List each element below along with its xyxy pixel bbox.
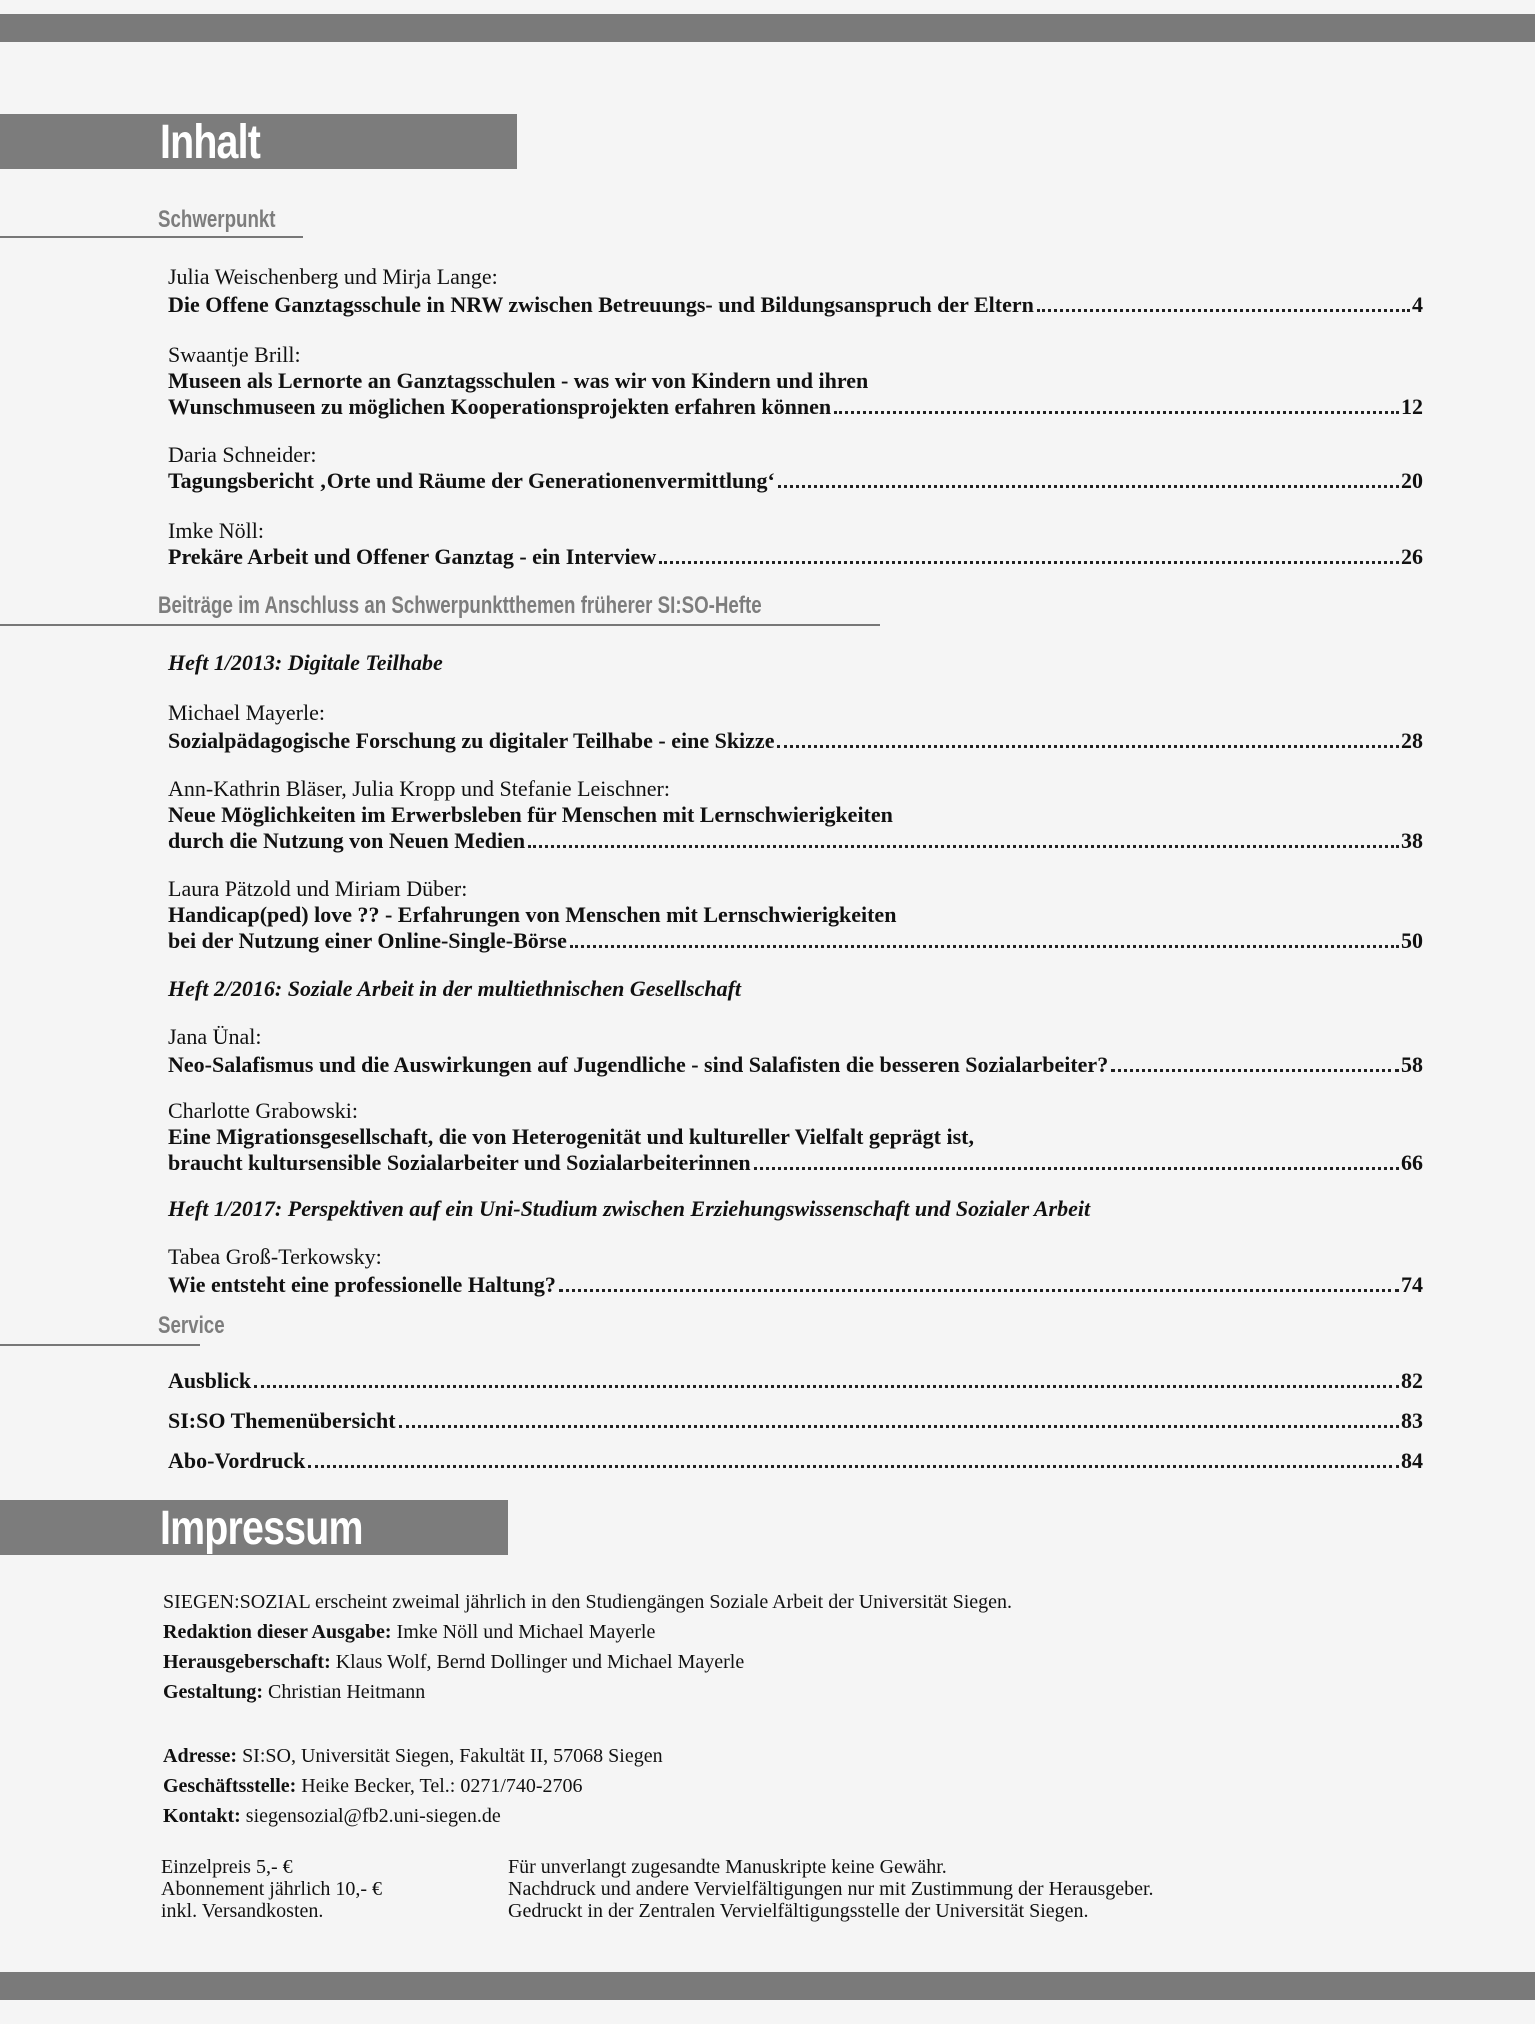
toc-entry[interactable]: [168, 1150, 1423, 1176]
impressum-gestaltung: [163, 1678, 425, 1707]
page-number: 38: [1401, 828, 1423, 853]
leader-dots: [834, 411, 1399, 414]
impressum-kontakt: [163, 1802, 501, 1831]
leader-dots: [254, 1385, 1399, 1388]
value: Klaus Wolf, Bernd Dollinger und Michael Mayerle: [330, 1651, 745, 1673]
entry-author: Michael Mayerle:: [168, 700, 325, 725]
entry-title-line: Museen als Lernorte an Ganztagsschulen - was wir von Kindern und ihren: [168, 368, 869, 393]
toc-entry[interactable]: [168, 544, 1423, 570]
leader-dots: [570, 945, 1399, 948]
toc-entry[interactable]: [168, 828, 1423, 854]
leader-dots: [1037, 309, 1410, 312]
value: Imke Nöll und Michael Mayerle: [391, 1621, 656, 1643]
toc-entry[interactable]: [168, 1368, 1423, 1394]
heft-heading: Heft 1/2017: Perspektiven auf ein Uni-Studium zwischen Erziehungswissenschaft und Sozialer Arbeit: [168, 1196, 1091, 1221]
heft-heading: Heft 1/2013: Digitale Teilhabe: [168, 650, 443, 675]
section-service: Service: [158, 1312, 225, 1339]
impressum-geschaeftsstelle: [163, 1772, 583, 1801]
entry-author: Jana Ünal:: [168, 1024, 262, 1049]
section-rule: [0, 624, 880, 626]
section-rule: [0, 1344, 200, 1346]
value: SI:SO, Universität Siegen, Fakultät II, 57068 Siegen: [237, 1745, 663, 1767]
value: Christian Heitmann: [263, 1681, 426, 1703]
top-bar: [0, 14, 1535, 42]
leader-dots: [1111, 1069, 1399, 1072]
page-number: 12: [1401, 394, 1423, 419]
entry-title: braucht kultursensible Sozialarbeiter und Sozialarbeiterinnen: [168, 1150, 751, 1175]
label: Redaktion dieser Ausgabe:: [163, 1621, 392, 1643]
label: Gestaltung:: [163, 1681, 263, 1703]
entry-author: Swaantje Brill:: [168, 342, 301, 367]
page-number: 58: [1401, 1052, 1423, 1077]
entry-author: Laura Pätzold und Miriam Düber:: [168, 876, 468, 901]
page-number: 50: [1401, 928, 1423, 953]
impressum-redaktion: [163, 1618, 655, 1647]
entry-title: Die Offene Ganztagsschule in NRW zwischen Betreuungs- und Bildungsanspruch der Eltern: [168, 292, 1034, 317]
leader-dots: [659, 561, 1399, 564]
note-druck: Gedruckt in der Zentralen Vervielfältigungsstelle der Universität Siegen.: [508, 1900, 1089, 1922]
page-number: 83: [1401, 1408, 1423, 1433]
section-rule: [0, 236, 303, 238]
entry-title: durch die Nutzung von Neuen Medien: [168, 828, 526, 853]
price-abo: Abonnement jährlich 10,- €: [161, 1878, 383, 1900]
entry-author: Charlotte Grabowski:: [168, 1098, 359, 1123]
toc-entry[interactable]: [168, 394, 1423, 420]
entry-title: Ausblick: [168, 1368, 252, 1393]
label: Adresse:: [163, 1745, 238, 1767]
leader-dots: [399, 1425, 1399, 1428]
impressum-intro: SIEGEN:SOZIAL erscheint zweimal jährlich in den Studiengängen Soziale Arbeit der Universität Siegen.: [163, 1591, 1013, 1613]
entry-title: Neo-Salafismus und die Auswirkungen auf Jugendliche - sind Salafisten die besseren Sozialarbeiter?: [168, 1052, 1109, 1077]
label: Kontakt:: [163, 1805, 241, 1827]
page-number: 66: [1401, 1150, 1423, 1175]
entry-author: Daria Schneider:: [168, 442, 317, 467]
email-link[interactable]: siegensozial@fb2.uni-siegen.de: [240, 1805, 501, 1827]
leader-dots: [559, 1289, 1399, 1292]
toc-entry[interactable]: [168, 1272, 1423, 1298]
entry-title: Prekäre Arbeit und Offener Ganztag - ein Interview: [168, 544, 657, 569]
entry-title: Wie entsteht eine professionelle Haltung?: [168, 1272, 556, 1297]
page-number: 26: [1401, 544, 1423, 569]
toc-entry[interactable]: [168, 1448, 1423, 1474]
page-number: 28: [1401, 728, 1423, 753]
entry-author: Tabea Groß-Terkowsky:: [168, 1244, 382, 1269]
impressum-adresse: [163, 1742, 663, 1771]
label: Geschäftsstelle:: [163, 1775, 297, 1797]
impressum-banner: [0, 1500, 508, 1555]
page-number: 4: [1412, 292, 1423, 317]
entry-title-line: Handicap(ped) love ?? - Erfahrungen von Menschen mit Lernschwierigkeiten: [168, 902, 897, 927]
inhalt-banner: [0, 114, 517, 169]
toc-entry[interactable]: [168, 928, 1423, 954]
entry-title-line: Eine Migrationsgesellschaft, die von Heterogenität und kultureller Vielfalt geprägt ist,: [168, 1124, 974, 1149]
section-beitraege: Beiträge im Anschluss an Schwerpunktthemen früherer SI:SO-Hefte: [158, 592, 762, 619]
entry-title: Wunschmuseen zu möglichen Kooperationsprojekten erfahren können: [168, 394, 832, 419]
impressum-herausgeber: [163, 1648, 744, 1677]
entry-author: Imke Nöll:: [168, 518, 264, 543]
entry-author: Julia Weischenberg und Mirja Lange:: [168, 264, 498, 289]
section-schwerpunkt: Schwerpunkt: [158, 206, 276, 233]
impressum-title: Impressum: [160, 1502, 363, 1555]
toc-entry[interactable]: [168, 468, 1423, 494]
page-title: Inhalt: [160, 116, 261, 169]
note-manuskripte: Für unverlangt zugesandte Manuskripte keine Gewähr.: [508, 1856, 947, 1878]
page-number: 84: [1401, 1448, 1423, 1473]
price-single: Einzelpreis 5,- €: [161, 1856, 293, 1878]
entry-title: Abo-Vordruck: [168, 1448, 306, 1473]
entry-title: SI:SO Themenübersicht: [168, 1408, 396, 1433]
label: Herausgeberschaft:: [163, 1651, 331, 1673]
leader-dots: [754, 1167, 1399, 1170]
page-number: 82: [1401, 1368, 1423, 1393]
entry-author: Ann-Kathrin Bläser, Julia Kropp und Stefanie Leischner:: [168, 776, 670, 801]
entry-title: bei der Nutzung einer Online-Single-Börse: [168, 928, 567, 953]
bottom-bar: [0, 1972, 1535, 2000]
leader-dots: [308, 1465, 1399, 1468]
toc-entry[interactable]: [168, 728, 1423, 754]
page-number: 20: [1401, 468, 1423, 493]
toc-entry[interactable]: [168, 1052, 1423, 1078]
heft-heading: Heft 2/2016: Soziale Arbeit in der multiethnischen Gesellschaft: [168, 976, 742, 1001]
price-note: inkl. Versandkosten.: [161, 1900, 324, 1922]
entry-title: Tagungsbericht ‚Orte und Räume der Generationenvermittlung‘: [168, 468, 775, 493]
page-number: 74: [1401, 1272, 1423, 1297]
note-nachdruck: Nachdruck und andere Vervielfältigungen nur mit Zustimmung der Herausgeber.: [508, 1878, 1154, 1900]
entry-title-line: Neue Möglichkeiten im Erwerbsleben für Menschen mit Lernschwierigkeiten: [168, 802, 893, 827]
leader-dots: [778, 485, 1399, 488]
toc-entry[interactable]: [168, 292, 1423, 318]
toc-entry[interactable]: [168, 1408, 1423, 1434]
value: Heike Becker, Tel.: 0271/740-2706: [296, 1775, 583, 1797]
leader-dots: [777, 745, 1399, 748]
leader-dots: [528, 845, 1399, 848]
entry-title: Sozialpädagogische Forschung zu digitaler Teilhabe - eine Skizze: [168, 728, 775, 753]
